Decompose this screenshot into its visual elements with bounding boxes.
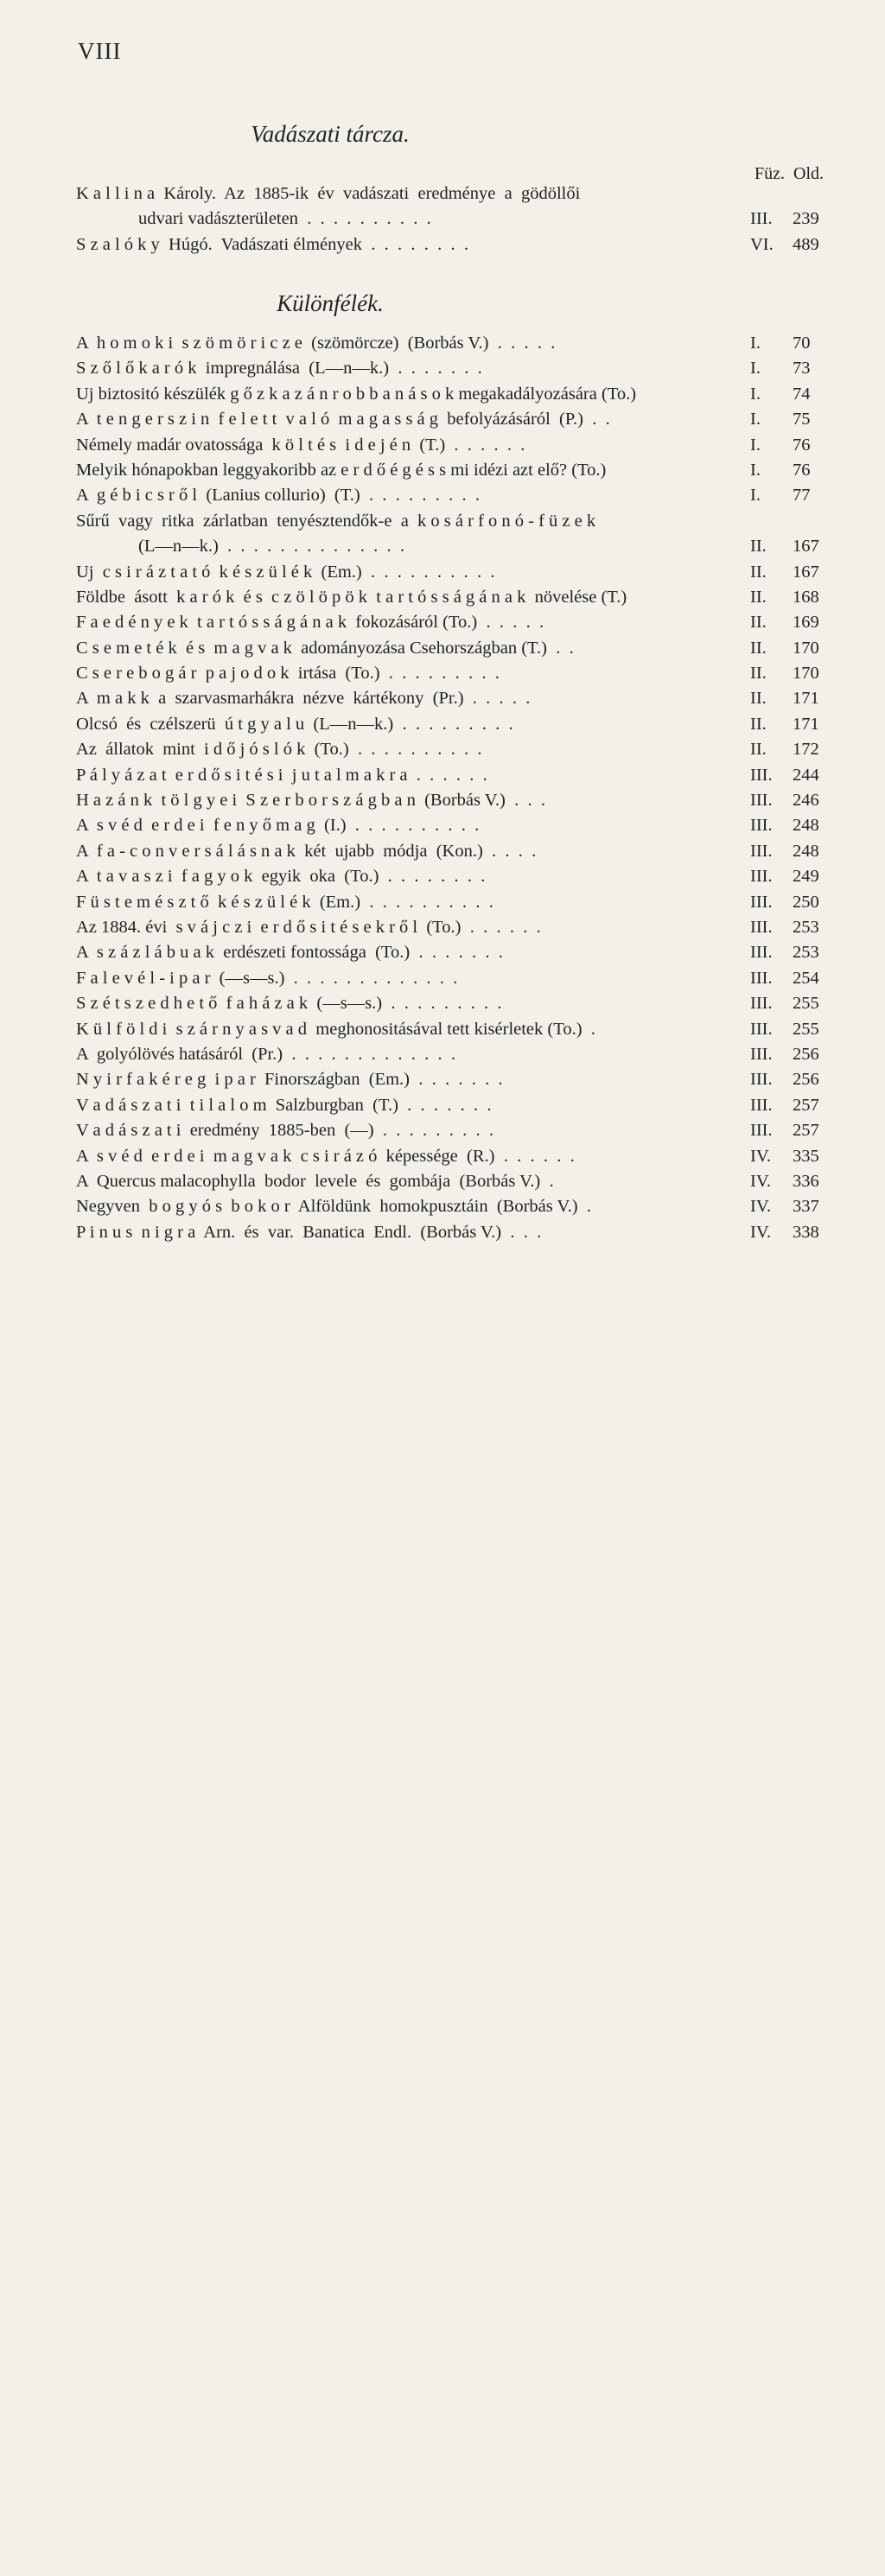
- entry-text: Némely madár ovatossága k ö l t é s i d e j é n (T.) . . . . . .: [76, 435, 525, 455]
- entry-page: 75: [793, 410, 811, 429]
- index-entry: [76, 737, 837, 762]
- entry-volume: IV.: [750, 1171, 772, 1191]
- entry-volume: II.: [750, 714, 767, 734]
- entry-page: 169: [793, 613, 819, 633]
- index-entry: [76, 458, 837, 483]
- index-entry: [76, 636, 837, 661]
- entry-volume: III.: [750, 816, 773, 836]
- section-title-kulonfelek: Különfélék.: [277, 290, 384, 316]
- entry-page: 253: [793, 917, 819, 937]
- entry-page: 255: [793, 1019, 819, 1039]
- entry-text: N y i r f a k é r e g i p a r Finországban (Em.) . . . . . . .: [76, 1070, 503, 1090]
- entry-volume: II.: [750, 664, 767, 684]
- entry-page: 170: [793, 664, 819, 684]
- entry-page: 170: [793, 638, 819, 658]
- entry-page: 248: [793, 816, 819, 836]
- entry-volume: II.: [750, 587, 767, 607]
- section-title-vadaszati-tarcza: Vadászati tárcza.: [251, 121, 410, 147]
- index-entry: [76, 356, 837, 381]
- index-entry: [76, 509, 837, 534]
- entry-text: A golyólövés hatásáról (Pr.) . . . . . . . . . . . . .: [76, 1044, 456, 1064]
- entry-volume: IV.: [750, 1222, 772, 1242]
- entry-volume: III.: [750, 968, 773, 988]
- entry-page: 168: [793, 587, 819, 607]
- entry-page: 336: [793, 1171, 819, 1191]
- index-entry: [76, 864, 837, 889]
- index-entry: [76, 890, 837, 915]
- entry-volume: I.: [750, 460, 761, 480]
- entry-text: F a l e v é l - i p a r (—s—s.) . . . . . . . . . . . . .: [76, 968, 458, 988]
- entry-text: F a e d é n y e k t a r t ó s s á g á n a k fokozásáról (To.) . . . . .: [76, 613, 544, 633]
- entry-volume: III.: [750, 867, 773, 887]
- entry-volume: II.: [750, 689, 767, 709]
- index-entry: [76, 1194, 837, 1219]
- entry-volume: III.: [750, 1044, 773, 1064]
- entry-text: Az 1884. évi s v á j c z i e r d ő s i t é s e k r ő l (To.) . . . . . .: [76, 917, 541, 937]
- index-entry: [76, 966, 837, 991]
- index-entry: [76, 534, 837, 559]
- entry-volume: III.: [750, 791, 773, 811]
- entry-volume: VI.: [750, 234, 774, 254]
- entry-page: 172: [793, 740, 819, 760]
- index-entry: [76, 1118, 837, 1143]
- entry-volume: III.: [750, 892, 773, 912]
- index-entry: [76, 207, 837, 232]
- index-entry: [76, 940, 837, 965]
- entry-volume: I.: [750, 435, 761, 455]
- index-entry: [76, 991, 837, 1016]
- entry-volume: II.: [750, 638, 767, 658]
- entry-text: (L—n—k.) . . . . . . . . . . . . . .: [138, 537, 405, 557]
- entry-page: 77: [793, 486, 811, 506]
- entry-text: Melyik hónapokban leggyakoribb az e r d ő é g é s s mi idézi azt elő? (To.): [76, 460, 607, 480]
- entry-volume: I.: [750, 359, 761, 378]
- entry-text: P á l y á z a t e r d ő s i t é s i j u t a l m a k r a . . . . . .: [76, 765, 487, 785]
- index-entry: [76, 763, 837, 788]
- entry-text: K ü l f ö l d i s z á r n y a s v a d meghonositásával tett kisérletek (To.) .: [76, 1019, 595, 1039]
- entry-page: 489: [793, 234, 819, 254]
- entry-text: Sűrű vagy ritka zárlatban tenyésztendők-e a k o s á r f o n ó - f ü z e k: [76, 511, 596, 531]
- entry-text: S z a l ó k y Húgó. Vadászati élmények . . . . . . . .: [76, 234, 468, 254]
- index-entry: [76, 712, 837, 737]
- entry-page: 73: [793, 359, 811, 378]
- entry-text: C s e r e b o g á r p a j o d o k irtása (To.) . . . . . . . . .: [76, 664, 500, 684]
- entry-volume: II.: [750, 613, 767, 633]
- index-entry: [76, 1067, 837, 1092]
- entry-volume: I.: [750, 410, 761, 429]
- entry-volume: II.: [750, 562, 767, 582]
- entry-volume: II.: [750, 740, 767, 760]
- entry-text: K a l l i n a Károly. Az 1885-ik év vadászati eredménye a gödöllői: [76, 184, 581, 203]
- entry-volume: I.: [750, 334, 761, 353]
- entry-page: 256: [793, 1044, 819, 1064]
- entry-page: 337: [793, 1197, 819, 1217]
- entry-volume: IV.: [750, 1146, 772, 1166]
- entry-page: 74: [793, 384, 811, 404]
- entry-text: H a z á n k t ö l g y e i S z e r b o r s z á g b a n (Borbás V.) . . .: [76, 791, 545, 811]
- entry-page: 256: [793, 1070, 819, 1090]
- column-header-page: Old.: [793, 164, 824, 183]
- entries-list-vadaszati: [76, 181, 837, 258]
- entry-volume: III.: [750, 994, 773, 1014]
- entry-volume: III.: [750, 1121, 773, 1141]
- index-entry: [76, 560, 837, 585]
- entry-page: 254: [793, 968, 819, 988]
- entry-text: A s z á z l á b u a k erdészeti fontossága (To.) . . . . . . .: [76, 943, 503, 963]
- entry-text: A f a - c o n v e r s á l á s n a k két ujabb módja (Kon.) . . . .: [76, 841, 537, 861]
- entry-volume: III.: [750, 1019, 773, 1039]
- index-entry: [76, 1144, 837, 1169]
- entry-text: Negyven b o g y ó s b o k o r Alföldünk homokpusztáin (Borbás V.) .: [76, 1197, 591, 1217]
- entry-text: A Quercus malacophylla bodor levele és gombája (Borbás V.) .: [76, 1171, 554, 1191]
- index-entry: [76, 686, 837, 711]
- column-header-volume: Füz.: [754, 164, 785, 183]
- entry-text: V a d á s z a t i t i l a l o m Salzburgban (T.) . . . . . . .: [76, 1095, 492, 1115]
- entry-page: 244: [793, 765, 819, 785]
- index-entry: [76, 483, 837, 508]
- entry-volume: III.: [750, 943, 773, 963]
- entry-page: 249: [793, 867, 819, 887]
- entry-page: 335: [793, 1146, 819, 1166]
- index-entry: [76, 232, 837, 258]
- entry-page: 167: [793, 537, 819, 557]
- entry-text: P i n u s n i g r a Arn. és var. Banatica Endl. (Borbás V.) . . .: [76, 1222, 542, 1242]
- entry-volume: I.: [750, 384, 761, 404]
- entry-text: A g é b i c s r ő l (Lanius collurio) (T.) . . . . . . . . .: [76, 486, 481, 506]
- index-entry: [76, 1042, 837, 1067]
- entry-page: 167: [793, 562, 819, 582]
- index-entry: [76, 382, 837, 407]
- index-entry: [76, 839, 837, 864]
- index-entry: [76, 407, 837, 432]
- entry-volume: I.: [750, 486, 761, 506]
- index-entry: [76, 433, 837, 458]
- entry-volume: IV.: [750, 1197, 772, 1217]
- entry-page: 171: [793, 689, 819, 709]
- entry-volume: III.: [750, 209, 773, 229]
- entry-volume: II.: [750, 537, 767, 557]
- entry-text: C s e m e t é k é s m a g v a k adományozása Csehországban (T.) . .: [76, 638, 574, 658]
- entry-page: 338: [793, 1222, 819, 1242]
- entry-page: 257: [793, 1121, 819, 1141]
- entry-text: F ü s t e m é s z t ő k é s z ü l é k (Em.) . . . . . . . . . .: [76, 892, 493, 912]
- entry-text: Az állatok mint i d ő j ó s l ó k (To.) . . . . . . . . . .: [76, 740, 482, 760]
- entry-text: Uj biztositó készülék g ő z k a z á n r o b b a n á s o k megakadályozására (To.): [76, 384, 637, 404]
- entry-volume: III.: [750, 917, 773, 937]
- entry-text: A t e n g e r s z i n f e l e t t v a l ó m a g a s s á g befolyázásáról (P.) . .: [76, 410, 610, 429]
- entry-text: V a d á s z a t i eredmény 1885-ben (—) . . . . . . . . .: [76, 1121, 493, 1141]
- index-entry: [76, 661, 837, 686]
- entry-text: Uj c s i r á z t a t ó k é s z ü l é k (Em.) . . . . . . . . . .: [76, 562, 495, 582]
- entry-text: S z ő l ő k a r ó k impregnálása (L—n—k.) . . . . . . .: [76, 359, 482, 378]
- index-entry: [76, 788, 837, 813]
- index-entry: [76, 1169, 837, 1194]
- entry-page: 257: [793, 1095, 819, 1115]
- entry-page: 239: [793, 209, 819, 229]
- index-entry: [76, 181, 837, 207]
- entry-text: A t a v a s z i f a g y o k egyik oka (To.) . . . . . . . .: [76, 867, 486, 887]
- index-entry: [76, 585, 837, 610]
- entry-volume: III.: [750, 841, 773, 861]
- entry-page: 76: [793, 460, 811, 480]
- index-entry: [76, 610, 837, 635]
- entry-page: 248: [793, 841, 819, 861]
- entry-text: Olcsó és czélszerü ú t g y a l u (L—n—k.) . . . . . . . . .: [76, 714, 513, 734]
- entry-text: Földbe ásott k a r ó k é s c z ö l ö p ö k t a r t ó s s á g á n a k növelése (T.): [76, 587, 627, 607]
- index-entry: [76, 1093, 837, 1118]
- entry-volume: III.: [750, 1070, 773, 1090]
- entry-text: A s v é d e r d e i m a g v a k c s i r á z ó képessége (R.) . . . . . .: [76, 1146, 575, 1166]
- entry-text: udvari vadászterületen . . . . . . . . . .: [138, 209, 431, 229]
- index-entry: [76, 813, 837, 838]
- entry-text: A m a k k a szarvasmarhákra nézve kártékony (Pr.) . . . . .: [76, 689, 531, 709]
- entry-text: A h o m o k i s z ö m ö r i c z e (szömörcze) (Borbás V.) . . . . .: [76, 334, 556, 353]
- index-entry: [76, 1220, 837, 1245]
- entry-page: 250: [793, 892, 819, 912]
- entry-page: 171: [793, 714, 819, 734]
- entry-text: S z é t s z e d h e t ő f a h á z a k (—s—s.) . . . . . . . . .: [76, 994, 502, 1014]
- entry-page: 70: [793, 334, 811, 353]
- entries-list-kulonfelek: [76, 331, 837, 1245]
- index-entry: [76, 915, 837, 940]
- entry-volume: III.: [750, 1095, 773, 1115]
- entry-page: 255: [793, 994, 819, 1014]
- entry-page: 76: [793, 435, 811, 455]
- index-entry: [76, 1017, 837, 1042]
- index-entry: [76, 331, 837, 356]
- page-number: VIII: [78, 38, 122, 64]
- entry-page: 253: [793, 943, 819, 963]
- entry-page: 246: [793, 791, 819, 811]
- entry-volume: III.: [750, 765, 773, 785]
- entry-text: A s v é d e r d e i f e n y ő m a g (I.) . . . . . . . . . .: [76, 816, 480, 836]
